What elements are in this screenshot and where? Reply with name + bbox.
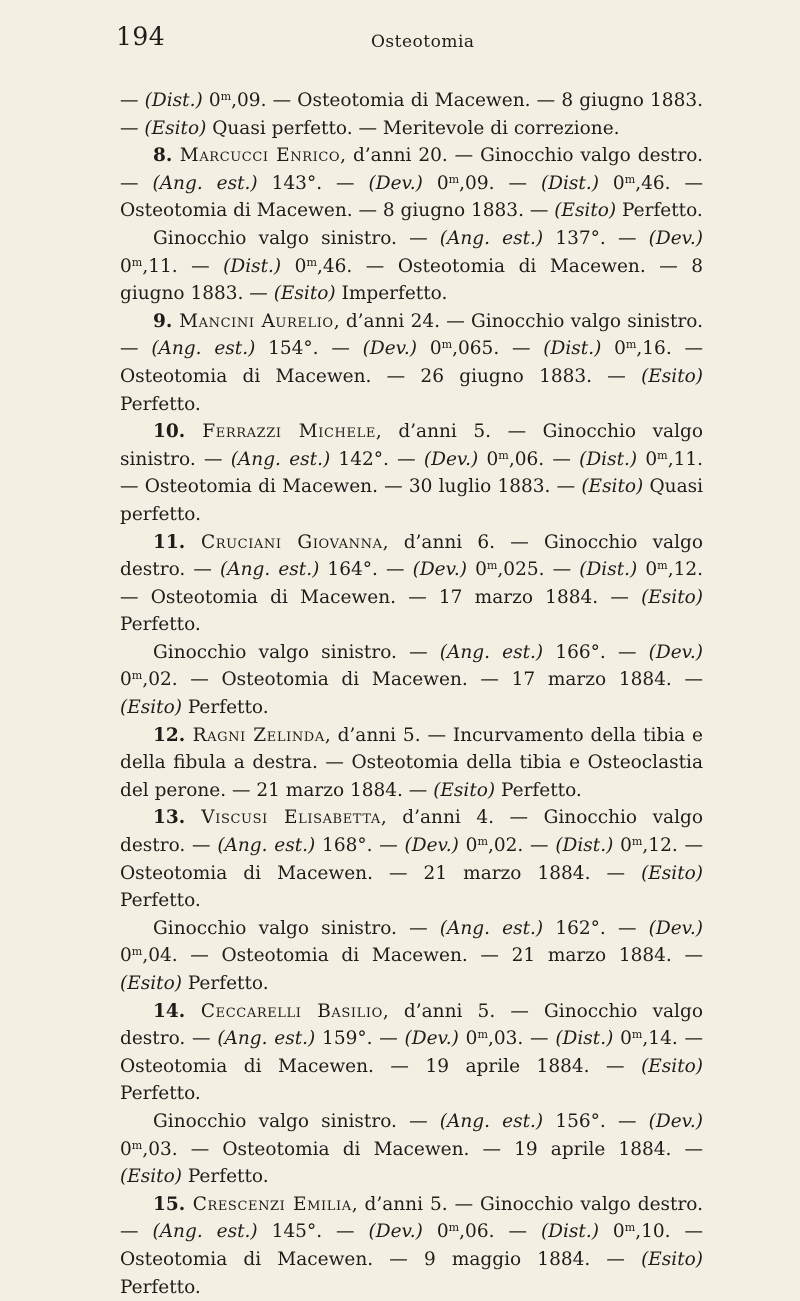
case-number: 14. — [153, 1000, 201, 1022]
text-run: 137°. — — [543, 227, 649, 249]
case-number: 10. — [153, 421, 203, 443]
text-run: Ginocchio valgo sinistro. — — [153, 1110, 440, 1132]
unit-superscript: m — [306, 255, 317, 269]
text-run: 142°. — — [330, 448, 424, 470]
unit-superscript: m — [624, 172, 636, 186]
text-run: 0 — [458, 835, 478, 857]
field-label: (Dev.) — [404, 1028, 459, 1050]
text-run: — — [120, 90, 145, 111]
text-run: 0 — [466, 559, 487, 581]
text-run: ,06. — — [508, 448, 580, 470]
case-entry-continuation — [120, 1108, 703, 1191]
text-run: ,09. — — [459, 172, 541, 194]
field-label: (Dist.) — [579, 448, 638, 470]
field-label: (Dist.) — [555, 835, 614, 857]
text-run: Perfetto. — [181, 697, 269, 719]
unit-superscript: m — [631, 1028, 643, 1042]
text-run: ,46. — Osteotomia di Macewen. — 8 giugno 1883. — — [120, 172, 703, 222]
text-run: ,065. — — [452, 338, 544, 360]
text-run: Perfetto. — [120, 614, 201, 636]
text-run: Perfetto. — [120, 1083, 201, 1105]
case-entry — [120, 308, 703, 418]
text-run: Perfetto. — [495, 779, 582, 801]
text-run: ,03. — — [487, 1028, 556, 1050]
text-run: , d’anni 4. — Ginocchio valgo destro. — — [120, 807, 703, 857]
text-run: Ginocchio valgo sinistro. — — [153, 917, 440, 939]
patient-name: Viscusi Elisabetta — [201, 807, 381, 829]
field-label: (Esito) — [641, 365, 703, 387]
field-label: (Dev.) — [648, 641, 703, 663]
unit-superscript: m — [448, 1221, 460, 1235]
text-run: 156°. — — [543, 1110, 649, 1132]
field-label: (Ang. est.) — [151, 338, 256, 360]
case-entry-continuation — [120, 225, 703, 308]
case-number: 13. — [153, 807, 202, 829]
text-run: , d’anni 5. — Ginocchio valgo destro. — — [120, 1000, 703, 1050]
unit-superscript: m — [498, 448, 509, 462]
unit-superscript: m — [131, 1138, 143, 1152]
field-label: (Esito) — [641, 1055, 703, 1077]
text-run: ,12. — Osteotomia di Macewen. — 21 marzo 1884. — — [120, 835, 703, 884]
field-label: (Dev.) — [362, 338, 418, 360]
text-run: 0 — [613, 835, 632, 857]
unit-superscript: m — [477, 1028, 488, 1042]
field-label: (Esito) — [581, 476, 644, 498]
field-label: (Dev.) — [648, 227, 703, 249]
text-run: 168°. — — [315, 835, 405, 857]
field-label: (Esito) — [554, 200, 617, 222]
text-run: ,11. — Osteotomia di Macewen. — 30 luglio 1883. — — [120, 448, 703, 498]
text-run: ,025. — — [497, 559, 580, 581]
text-run: Ginocchio valgo sinistro. — — [153, 641, 440, 663]
text-run: 0 — [120, 255, 132, 277]
case-entry — [120, 1191, 703, 1301]
text-run: 162°. — — [543, 917, 649, 939]
text-run: 0 — [478, 448, 499, 470]
text-run: 164°. — — [319, 559, 413, 581]
unit-superscript: m — [657, 559, 668, 572]
text-run: 166°. — — [543, 641, 649, 663]
text-run: , d’anni 5. — Ginocchio valgo sinistro. — — [120, 421, 703, 470]
field-label: (Ang. est.) — [217, 835, 316, 857]
field-label: (Esito) — [433, 779, 496, 801]
text-run: ,12. — Osteotomia di Macewen. — 17 marzo 1884. — — [120, 559, 703, 608]
unit-superscript: m — [657, 448, 668, 462]
field-label: (Esito) — [641, 586, 703, 608]
text-run: 0 — [120, 1138, 132, 1160]
page-number: 194 — [116, 22, 166, 51]
paragraph-continuation — [120, 87, 703, 142]
text-run: 0 — [637, 448, 658, 470]
field-label: (Dev.) — [412, 559, 467, 581]
case-number: 12. — [153, 724, 193, 746]
field-label: (Dist.) — [540, 1221, 599, 1243]
field-label: (Dev.) — [368, 172, 423, 194]
text-run: ,14. — Osteotomia di Macewen. — 19 aprile 1884. — — [120, 1028, 703, 1077]
page-header — [0, 20, 800, 80]
field-label: (Dist.) — [579, 559, 638, 581]
field-label: (Esito) — [120, 697, 182, 719]
field-label: (Ang. est.) — [152, 172, 258, 194]
text-run: 0 — [281, 255, 307, 277]
text-run: 0 — [598, 172, 625, 194]
text-run: 0 — [417, 338, 442, 360]
field-label: (Ang. est.) — [439, 227, 544, 249]
text-run: 0 — [458, 1028, 478, 1050]
unit-superscript: m — [486, 559, 498, 572]
case-entry-continuation — [120, 639, 703, 722]
case-entry — [120, 998, 703, 1108]
text-run: 154°. — — [255, 338, 363, 360]
text-run: 159°. — — [315, 1028, 405, 1050]
text-run: Quasi perfetto. — Meritevole di correzione. — [206, 117, 620, 139]
text-run: , d’anni 5. — Ginocchio valgo destro. — — [120, 1193, 703, 1243]
unit-superscript: m — [448, 172, 460, 186]
case-entry-continuation — [120, 915, 703, 998]
unit-superscript: m — [131, 255, 143, 269]
field-label: (Dist.) — [543, 338, 602, 360]
body-text — [120, 87, 703, 1301]
case-number: 11. — [153, 531, 201, 553]
patient-name: Ferrazzi Michele — [202, 421, 376, 443]
case-entry — [120, 529, 703, 639]
text-run: , d’anni 5. — Incurvamento della tibia e della fibula a destra. — Osteotomia della tibia e Osteoclastia del perone. — 21 marzo 1884. — — [120, 724, 703, 801]
field-label: (Dev.) — [368, 1221, 423, 1243]
field-label: (Dist.) — [223, 255, 282, 277]
text-run: ,46. — Osteotomia di Macewen. — 8 giugno 1883. — — [120, 255, 704, 305]
text-run: , d’anni 20. — Ginocchio valgo destro. — — [120, 145, 703, 194]
unit-superscript: m — [220, 89, 232, 103]
text-run: Perfetto. — [616, 200, 703, 222]
text-run: 145°. — — [257, 1221, 369, 1243]
case-entry — [120, 722, 703, 805]
unit-superscript: m — [625, 338, 637, 352]
field-label: (Dev.) — [648, 1110, 703, 1132]
unit-superscript: m — [441, 338, 453, 352]
unit-superscript: m — [477, 834, 488, 848]
field-label: (Esito) — [120, 1166, 182, 1188]
text-run: Perfetto. — [120, 1276, 201, 1298]
patient-name: Marcucci Enrico — [179, 145, 341, 167]
text-run: 143°. — — [257, 172, 369, 194]
text-run: ,03. — Osteotomia di Macewen. — 19 aprile 1884. — — [142, 1138, 703, 1160]
text-run: ,10. — Osteotomia di Macewen. — 9 maggio 1884. — — [120, 1221, 703, 1270]
text-run: , d’anni 24. — Ginocchio valgo sinistro. — — [120, 310, 704, 360]
text-run: 0 — [422, 172, 449, 194]
text-run: 0 — [637, 559, 658, 581]
field-label: (Ang. est.) — [217, 1028, 316, 1050]
field-label: (Ang. est.) — [152, 1221, 258, 1243]
patient-name: Ceccarelli Basilio — [200, 1000, 383, 1022]
case-number: 8. — [153, 145, 180, 167]
text-run: Perfetto. — [181, 1166, 269, 1188]
field-label: (Esito) — [641, 1248, 703, 1270]
text-run: Perfetto. — [120, 890, 201, 912]
text-run: 0 — [613, 1028, 632, 1050]
field-label: (Dev.) — [648, 917, 703, 939]
case-number: 15. — [153, 1193, 193, 1215]
patient-name: Ragni Zelinda — [192, 724, 325, 746]
field-label: (Esito) — [641, 862, 703, 884]
text-run: Imperfetto. — [335, 283, 448, 305]
field-label: (Esito) — [120, 973, 182, 994]
text-run: Quasi perfetto. — [120, 476, 704, 525]
text-run: ,16. — Osteotomia di Macewen. — 26 giugno 1883. — — [120, 338, 704, 387]
text-run: 0 — [601, 338, 626, 360]
text-run: ,02. — — [487, 835, 556, 857]
field-label: (Esito) — [273, 283, 336, 305]
patient-name: Cruciani Giovanna — [200, 531, 383, 553]
patient-name: Mancini Aurelio — [179, 310, 334, 332]
case-number: 9. — [153, 310, 180, 332]
text-run: Perfetto. — [181, 973, 269, 994]
case-entry — [120, 142, 703, 225]
running-title: Osteotomia — [371, 32, 475, 52]
text-run: 0 — [422, 1221, 449, 1243]
unit-superscript: m — [131, 945, 143, 959]
text-run: ,09. — Osteotomia di Macewen. — 8 giugno 1883. — — [120, 90, 703, 139]
text-run: 0 — [598, 1221, 625, 1243]
field-label: (Esito) — [144, 117, 207, 139]
text-run: Perfetto. — [120, 393, 201, 415]
text-run: ,04. — Osteotomia di Macewen. — 21 marzo 1884. — — [142, 945, 703, 967]
unit-superscript: m — [631, 834, 643, 848]
field-label: (Ang. est.) — [220, 559, 320, 581]
field-label: (Ang. est.) — [439, 1110, 544, 1132]
field-label: (Dist.) — [144, 90, 203, 111]
text-run: ,06. — — [459, 1221, 541, 1243]
text-run: ,02. — Osteotomia di Macewen. — 17 marzo 1884. — — [142, 669, 703, 691]
field-label: (Dev.) — [423, 448, 479, 470]
text-run: 0 — [120, 669, 132, 691]
text-run: 0 — [120, 945, 132, 967]
field-label: (Dist.) — [540, 172, 599, 194]
field-label: (Ang. est.) — [439, 917, 544, 939]
text-run: Ginocchio valgo sinistro. — — [153, 227, 440, 249]
case-entry — [120, 418, 703, 528]
case-entry — [120, 804, 703, 914]
field-label: (Ang. est.) — [439, 641, 544, 663]
text-run: 0 — [202, 90, 221, 111]
field-label: (Ang. est.) — [230, 448, 331, 470]
field-label: (Dev.) — [404, 835, 459, 857]
patient-name: Crescenzi Emilia — [192, 1193, 352, 1215]
unit-superscript: m — [131, 669, 143, 683]
field-label: (Dist.) — [555, 1028, 614, 1050]
text-run: ,11. — — [142, 255, 224, 277]
unit-superscript: m — [624, 1221, 636, 1235]
text-run: , d’anni 6. — Ginocchio valgo destro. — — [120, 531, 703, 581]
